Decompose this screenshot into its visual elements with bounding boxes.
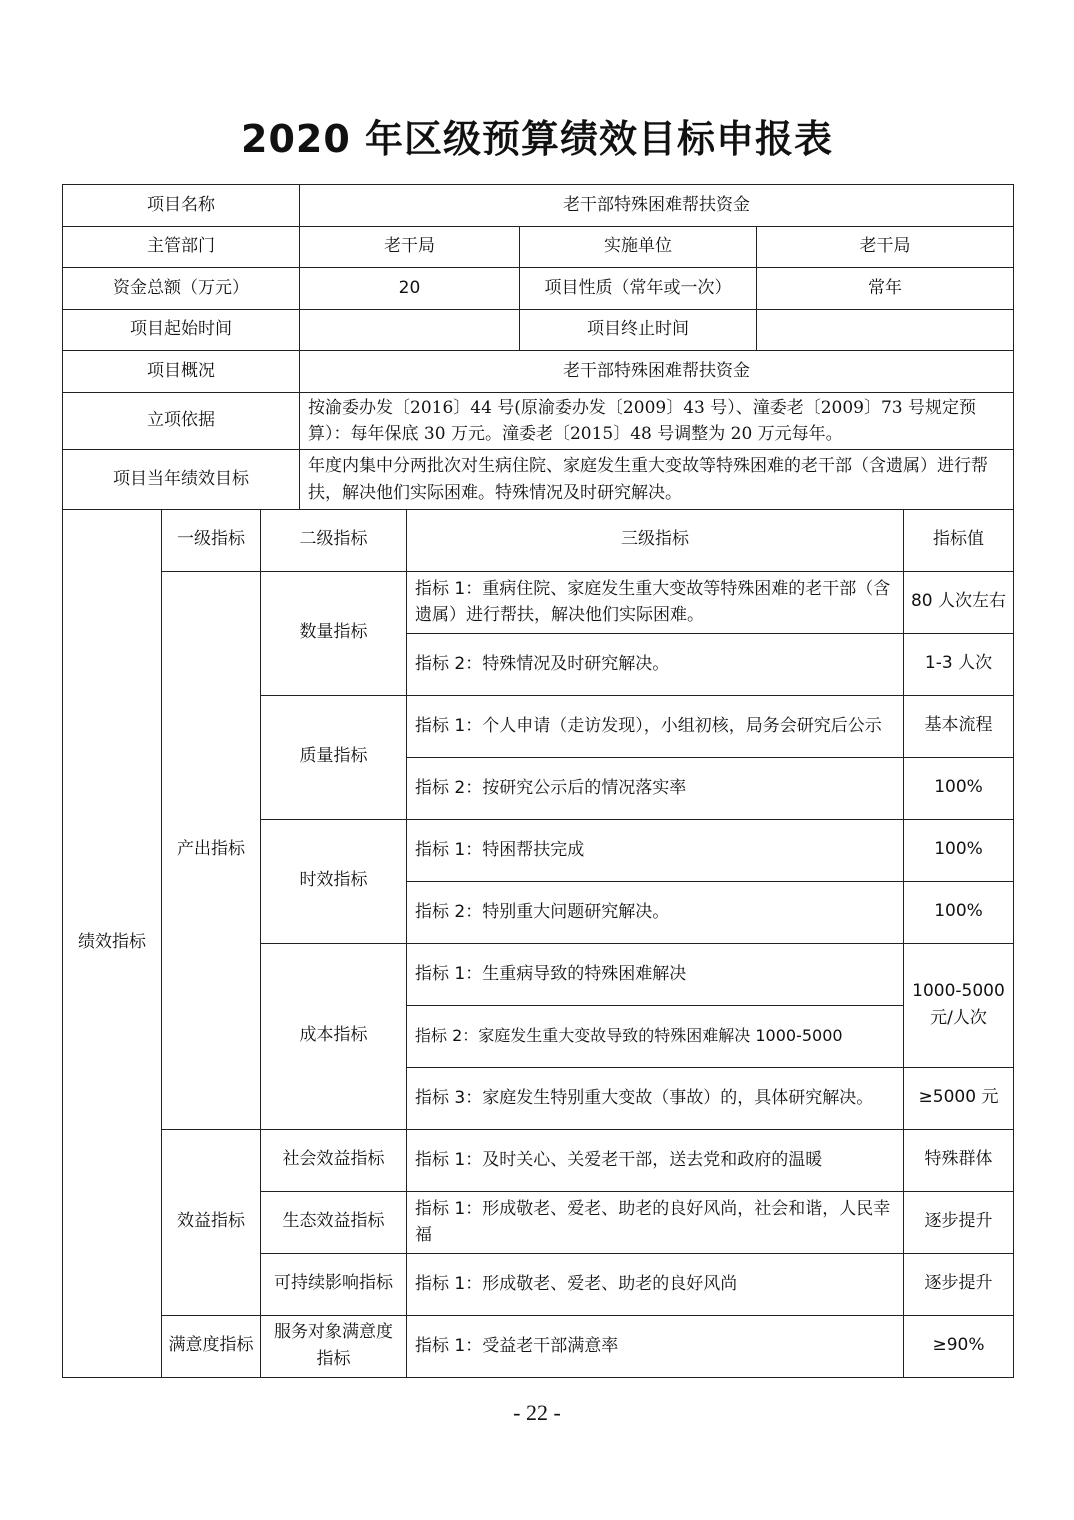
- quantity-value-1: 80 人次左右: [904, 571, 1014, 633]
- cost-indicator-2: 指标 2：家庭发生重大变故导致的特殊困难解决 1000-5000: [407, 1005, 904, 1067]
- eco-label: 生态效益指标: [261, 1191, 407, 1253]
- sustain-value-1: 逐步提升: [904, 1253, 1014, 1315]
- page-number: - 22 -: [513, 1400, 561, 1425]
- header-level3: 三级指标: [407, 509, 904, 571]
- social-indicator-1: 指标 1：及时关心、关爱老干部，送去党和政府的温暖: [407, 1129, 904, 1191]
- timeliness-indicator-1: 指标 1：特困帮扶完成: [407, 819, 904, 881]
- eco-indicator-1: 指标 1：形成敬老、爱老、助老的良好风尚，社会和谐，人民幸福: [407, 1191, 904, 1253]
- basis-label: 立项依据: [63, 393, 300, 450]
- project-info-table: [62, 184, 1014, 510]
- quality-indicator-1: 指标 1：个人申请（走访发现），小组初核，局务会研究后公示: [407, 695, 904, 757]
- output-label: 产出指标: [162, 571, 261, 1129]
- perf-section-label: 绩效指标: [63, 509, 162, 1377]
- page-title: 2020 年区级预算绩效目标申报表: [241, 117, 833, 161]
- timeliness-label: 时效指标: [261, 819, 407, 943]
- project-name-value: 老干部特殊困难帮扶资金: [300, 185, 1014, 227]
- eco-value-1: 逐步提升: [904, 1191, 1014, 1253]
- timeliness-value-2: 100%: [904, 881, 1014, 943]
- service-label: 服务对象满意度指标: [261, 1315, 407, 1377]
- impl-label: 实施单位: [520, 227, 757, 268]
- sustain-label: 可持续影响指标: [261, 1253, 407, 1315]
- start-value: [300, 310, 520, 351]
- performance-table: [62, 509, 1014, 1378]
- benefit-label: 效益指标: [162, 1129, 261, 1315]
- project-name-label: 项目名称: [63, 185, 300, 227]
- nature-label: 项目性质（常年或一次）: [520, 268, 757, 310]
- quantity-value-2: 1-3 人次: [904, 633, 1014, 695]
- header-level2: 二级指标: [261, 509, 407, 571]
- end-value: [757, 310, 1014, 351]
- start-label: 项目起始时间: [63, 310, 300, 351]
- quality-value-2: 100%: [904, 757, 1014, 819]
- cost-value-1-2: 1000-5000 元/人次: [904, 943, 1014, 1067]
- social-value-1: 特殊群体: [904, 1129, 1014, 1191]
- satisfaction-label: 满意度指标: [162, 1315, 261, 1377]
- end-label: 项目终止时间: [520, 310, 757, 351]
- nature-value: 常年: [757, 268, 1014, 310]
- dept-label: 主管部门: [63, 227, 300, 268]
- cost-label: 成本指标: [261, 943, 407, 1129]
- quality-value-1: 基本流程: [904, 695, 1014, 757]
- overview-label: 项目概况: [63, 351, 300, 393]
- social-label: 社会效益指标: [261, 1129, 407, 1191]
- fund-label: 资金总额（万元）: [63, 268, 300, 310]
- quality-indicator-2: 指标 2：按研究公示后的情况落实率: [407, 757, 904, 819]
- cost-value-3: ≥5000 元: [904, 1067, 1014, 1129]
- basis-value: 按渝委办发〔2016〕44 号(原渝委办发〔2009〕43 号）、潼委老〔2009〕73 号规定预算）：每年保底 30 万元。潼委老〔2015〕48 号调整为 20 万元每年。: [300, 393, 1014, 450]
- cost-indicator-1: 指标 1：生重病导致的特殊困难解决: [407, 943, 904, 1005]
- quality-label: 质量指标: [261, 695, 407, 819]
- quantity-label: 数量指标: [261, 571, 407, 695]
- header-level1: 一级指标: [162, 509, 261, 571]
- header-value: 指标值: [904, 509, 1014, 571]
- impl-value: 老干局: [757, 227, 1014, 268]
- overview-value: 老干部特殊困难帮扶资金: [300, 351, 1014, 393]
- goal-label: 项目当年绩效目标: [63, 450, 300, 510]
- quantity-indicator-2: 指标 2：特殊情况及时研究解决。: [407, 633, 904, 695]
- dept-value: 老干局: [300, 227, 520, 268]
- sustain-indicator-1: 指标 1：形成敬老、爱老、助老的良好风尚: [407, 1253, 904, 1315]
- goal-value: 年度内集中分两批次对生病住院、家庭发生重大变故等特殊困难的老干部（含遗属）进行帮扶，解决他们实际困难。特殊情况及时研究解决。: [300, 450, 1014, 510]
- timeliness-value-1: 100%: [904, 819, 1014, 881]
- satisfaction-value-1: ≥90%: [904, 1315, 1014, 1377]
- satisfaction-indicator-1: 指标 1：受益老干部满意率: [407, 1315, 904, 1377]
- timeliness-indicator-2: 指标 2：特别重大问题研究解决。: [407, 881, 904, 943]
- fund-value: 20: [300, 268, 520, 310]
- quantity-indicator-1: 指标 1：重病住院、家庭发生重大变故等特殊困难的老干部（含遗属）进行帮扶，解决他们实际困难。: [407, 571, 904, 633]
- cost-indicator-3: 指标 3：家庭发生特别重大变故（事故）的，具体研究解决。: [407, 1067, 904, 1129]
